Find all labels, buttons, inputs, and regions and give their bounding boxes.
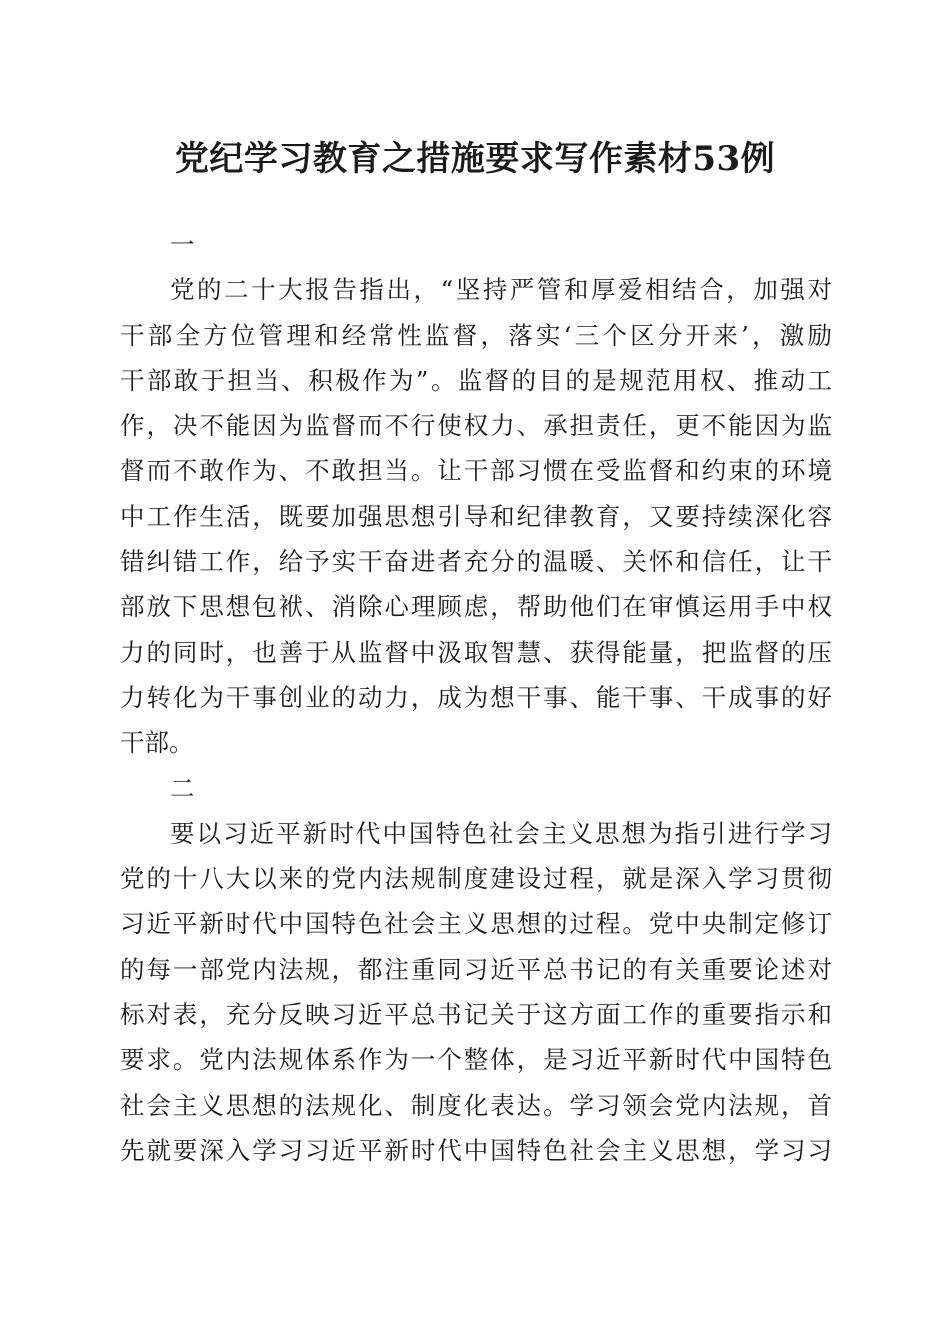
paragraph-line: 要以习近平新时代中国特色社会主义思想为指引进行学习 (170, 818, 832, 848)
paragraph-line: 要求。党内法规体系作为一个整体，是习近平新时代中国特色 (120, 1045, 832, 1075)
document-title: 党纪学习教育之措施要求写作素材53例 (174, 139, 776, 179)
paragraph-line: 干部敢于担当、积极作为”。监督的目的是规范用权、推动工 (120, 365, 832, 395)
paragraph-line: 党的二十大报告指出，“坚持严管和厚爱相结合，加强对 (170, 275, 832, 305)
paragraph-line: 作，决不能因为监督而不行使权力、承担责任，更不能因为监 (120, 411, 832, 441)
paragraph-line: 标对表，充分反映习近平总书记关于这方面工作的重要指示和 (120, 1000, 832, 1030)
paragraph-line: 部放下思想包袱、消除心理顾虑，帮助他们在审慎运用手中权 (120, 592, 832, 622)
paragraph-line: 党的十八大以来的党内法规制度建设过程，就是深入学习贯彻 (120, 864, 832, 894)
paragraph-line: 中工作生活，既要加强思想引导和纪律教育，又要持续深化容 (120, 501, 832, 531)
paragraph-line: 的每一部党内法规，都注重同习近平总书记的有关重要论述对 (120, 954, 832, 984)
paragraph-line: 督而不敢作为、不敢担当。让干部习惯在受监督和约束的环境 (120, 456, 832, 486)
paragraph-line: 干部全方位管理和经常性监督，落实‘三个区分开来’，激励 (120, 320, 832, 350)
paragraph-line: 力转化为干事创业的动力，成为想干事、能干事、干成事的好 (120, 682, 832, 712)
document-body (120, 222, 832, 1173)
paragraph-line: 习近平新时代中国特色社会主义思想的过程。党中央制定修订 (120, 909, 832, 939)
paragraph-line: 干部。 (120, 728, 194, 758)
paragraph-line: 力的同时，也善于从监督中汲取智慧、获得能量，把监督的压 (120, 637, 832, 667)
paragraph-line: 错纠错工作，给予实干奋进者充分的温暖、关怀和信任，让干 (120, 547, 832, 577)
paragraph-line: 社会主义思想的法规化、制度化表达。学习领会党内法规，首 (120, 1090, 832, 1120)
paragraph-line: 先就要深入学习习近平新时代中国特色社会主义思想，学习习 (120, 1135, 832, 1165)
section-heading: 二 (170, 773, 195, 803)
section-heading: 一 (170, 230, 195, 259)
